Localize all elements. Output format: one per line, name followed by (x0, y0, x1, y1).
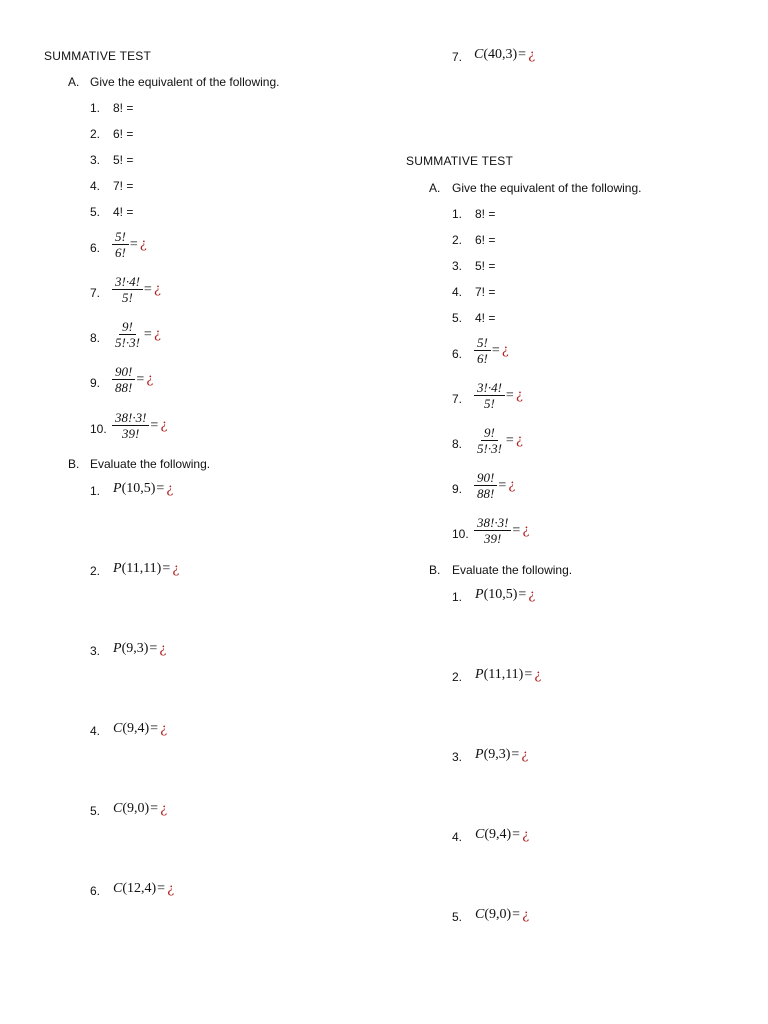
right-section-b-heading: Evaluate the following. (452, 563, 573, 577)
left-b-expression (113, 561, 179, 577)
right-b-expression (475, 827, 529, 843)
placeholder-glyph: ¿ (160, 801, 168, 817)
function-letter: C (474, 47, 484, 62)
left-a-item-num: 10. (90, 422, 107, 436)
placeholder-glyph: ¿ (522, 907, 530, 923)
fraction-denominator: 39! (484, 531, 502, 546)
left-a-item-num: 3. (90, 153, 101, 167)
left-a-item-num: 5. (90, 205, 101, 219)
equals-sign: = (491, 342, 500, 358)
right-a-item-num: 8. (452, 437, 463, 451)
placeholder-glyph: ¿ (522, 827, 530, 843)
left-a-item-num: 8. (90, 331, 101, 345)
fraction-numerator: 9! (119, 319, 136, 335)
placeholder-glyph: ¿ (167, 881, 175, 897)
placeholder-glyph: ¿ (501, 343, 509, 358)
left-b-item-num: 3. (90, 644, 101, 658)
left-section-b-letter: B. (68, 457, 80, 471)
equals-sign: = (498, 477, 507, 493)
left-a-item-text: 8! = (113, 101, 134, 115)
function-args: (11,11) (483, 667, 524, 682)
function-letter: C (475, 907, 485, 922)
equals-sign: = (512, 827, 521, 842)
left-fraction-expression (112, 410, 167, 441)
right-b-expression (475, 587, 535, 603)
right-b-expression (475, 667, 541, 683)
fraction-denominator: 5! (122, 290, 133, 305)
left-section-b-heading: Evaluate the following. (90, 457, 211, 471)
fraction-denominator: 88! (477, 486, 495, 501)
function-letter: P (113, 481, 122, 496)
equals-sign: = (149, 641, 158, 656)
right-a-item-num: 6. (452, 347, 463, 361)
equals-sign: = (518, 587, 527, 602)
left-a-item-num: 4. (90, 179, 101, 193)
fraction-numerator: 38!·3! (112, 410, 149, 426)
function-args: (9,3) (121, 641, 149, 656)
equals-sign: = (150, 417, 159, 433)
placeholder-glyph: ¿ (160, 418, 168, 433)
function-letter: P (113, 561, 122, 576)
equals-sign: = (150, 721, 159, 736)
left-fraction-expression (112, 229, 147, 260)
fraction-denominator: 5! (484, 396, 495, 411)
left-b-expression (113, 481, 173, 497)
right-a-item-text: 7! = (475, 285, 496, 299)
function-args: (9,0) (122, 801, 150, 816)
placeholder-glyph: ¿ (153, 327, 161, 342)
left-b-item-num: 1. (90, 484, 101, 498)
right-section-b-letter: B. (429, 563, 441, 577)
placeholder-glyph: ¿ (534, 667, 542, 683)
left-fraction-expression (112, 319, 161, 350)
right-a-item-num: 5. (452, 311, 463, 325)
right-a-item-num: 2. (452, 233, 463, 247)
left-b-item-num: 4. (90, 724, 101, 738)
right-b-item-num: 1. (452, 590, 463, 604)
function-letter: C (113, 721, 123, 736)
right-top-expression (474, 47, 535, 63)
left-section-a-letter: A. (68, 75, 80, 89)
function-args: (9,4) (484, 827, 512, 842)
function-args: (10,5) (483, 587, 518, 602)
fraction-numerator: 38!·3! (474, 515, 511, 531)
left-fraction-expression (112, 364, 153, 395)
fraction-numerator: 90! (112, 364, 135, 380)
equals-sign: = (129, 236, 138, 252)
function-args: (9,0) (484, 907, 512, 922)
placeholder-glyph: ¿ (508, 478, 516, 493)
fraction-numerator: 3!·4! (112, 274, 143, 290)
right-a-item-num: 4. (452, 285, 463, 299)
fraction-denominator: 5!·3! (115, 335, 140, 350)
equals-sign: = (511, 747, 520, 762)
right-section-a-heading: Give the equivalent of the following. (452, 181, 642, 195)
placeholder-glyph: ¿ (528, 587, 536, 603)
left-a-item-num: 6. (90, 241, 101, 255)
fraction-numerator: 5! (112, 229, 129, 245)
placeholder-glyph: ¿ (521, 747, 529, 763)
left-test-title: SUMMATIVE TEST (44, 49, 152, 63)
left-b-expression (113, 881, 174, 897)
placeholder-glyph: ¿ (166, 481, 174, 497)
right-test-title: SUMMATIVE TEST (406, 154, 514, 168)
fraction-denominator: 88! (115, 380, 133, 395)
placeholder-glyph: ¿ (522, 523, 530, 538)
left-a-item-text: 7! = (113, 179, 134, 193)
left-a-item-text: 6! = (113, 127, 134, 141)
equals-sign: = (518, 47, 527, 62)
function-args: (12,4) (122, 881, 157, 896)
function-letter: C (113, 801, 123, 816)
function-letter: P (475, 747, 484, 762)
placeholder-glyph: ¿ (160, 721, 168, 737)
placeholder-glyph: ¿ (515, 433, 523, 448)
left-a-item-num: 2. (90, 127, 101, 141)
fraction-denominator: 39! (122, 426, 140, 441)
equals-sign: = (156, 481, 165, 496)
function-args: (9,3) (483, 747, 511, 762)
left-b-expression (113, 721, 167, 737)
function-letter: C (113, 881, 123, 896)
right-a-item-text: 8! = (475, 207, 496, 221)
right-a-item-num: 3. (452, 259, 463, 273)
right-a-item-num: 7. (452, 392, 463, 406)
fraction-denominator: 6! (115, 245, 126, 260)
placeholder-glyph: ¿ (146, 372, 154, 387)
right-a-item-num: 10. (452, 527, 469, 541)
function-letter: P (475, 587, 484, 602)
equals-sign: = (136, 371, 145, 387)
fraction-numerator: 90! (474, 470, 497, 486)
function-args: (10,5) (121, 481, 156, 496)
right-fraction-expression (474, 335, 509, 366)
right-fraction-expression (474, 380, 523, 411)
right-a-item-text: 4! = (475, 311, 496, 325)
equals-sign: = (505, 432, 514, 448)
left-b-item-num: 2. (90, 564, 101, 578)
right-b-expression (475, 747, 528, 763)
right-fraction-expression (474, 515, 529, 546)
fraction-numerator: 3!·4! (474, 380, 505, 396)
right-top-item-num: 7. (452, 50, 463, 64)
left-a-item-text: 4! = (113, 205, 134, 219)
right-a-item-num: 1. (452, 207, 463, 221)
left-b-expression (113, 801, 167, 817)
right-a-item-num: 9. (452, 482, 463, 496)
left-a-item-num: 9. (90, 376, 101, 390)
fraction-numerator: 9! (481, 425, 498, 441)
function-args: (11,11) (121, 561, 162, 576)
right-fraction-expression (474, 425, 523, 456)
placeholder-glyph: ¿ (172, 561, 180, 577)
right-a-item-text: 5! = (475, 259, 496, 273)
right-b-expression (475, 907, 529, 923)
equals-sign: = (162, 561, 171, 576)
right-b-item-num: 2. (452, 670, 463, 684)
right-a-item-text: 6! = (475, 233, 496, 247)
placeholder-glyph: ¿ (139, 237, 147, 252)
equals-sign: = (524, 667, 533, 682)
equals-sign: = (157, 881, 166, 896)
equals-sign: = (512, 907, 521, 922)
left-a-item-num: 1. (90, 101, 101, 115)
function-args: (40,3) (483, 47, 518, 62)
equals-sign: = (143, 326, 152, 342)
placeholder-glyph: ¿ (153, 282, 161, 297)
function-args: (9,4) (122, 721, 150, 736)
placeholder-glyph: ¿ (159, 641, 167, 657)
left-fraction-expression (112, 274, 161, 305)
left-a-item-num: 7. (90, 286, 101, 300)
equals-sign: = (143, 281, 152, 297)
left-b-item-num: 5. (90, 804, 101, 818)
left-b-item-num: 6. (90, 884, 101, 898)
left-b-expression (113, 641, 166, 657)
right-b-item-num: 4. (452, 830, 463, 844)
right-fraction-expression (474, 470, 515, 501)
right-b-item-num: 3. (452, 750, 463, 764)
fraction-denominator: 6! (477, 351, 488, 366)
placeholder-glyph: ¿ (515, 388, 523, 403)
function-letter: C (475, 827, 485, 842)
equals-sign: = (150, 801, 159, 816)
function-letter: P (113, 641, 122, 656)
fraction-denominator: 5!·3! (477, 441, 502, 456)
placeholder-glyph: ¿ (528, 47, 536, 63)
equals-sign: = (505, 387, 514, 403)
right-section-a-letter: A. (429, 181, 441, 195)
function-letter: P (475, 667, 484, 682)
right-b-item-num: 5. (452, 910, 463, 924)
equals-sign: = (512, 522, 521, 538)
left-a-item-text: 5! = (113, 153, 134, 167)
fraction-numerator: 5! (474, 335, 491, 351)
left-section-a-heading: Give the equivalent of the following. (90, 75, 280, 89)
